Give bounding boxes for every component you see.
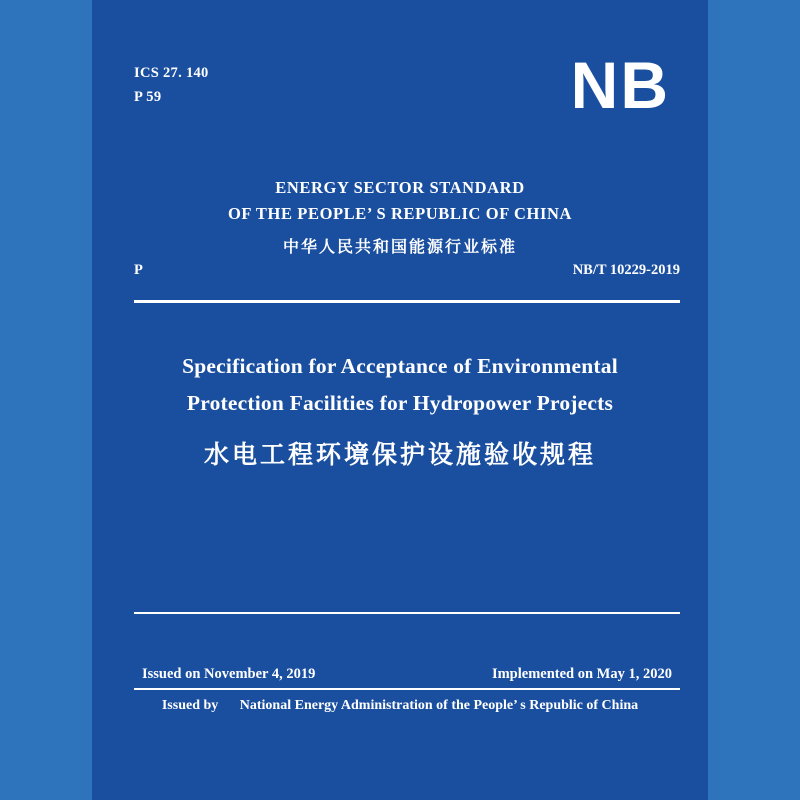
document-title-block: [112, 348, 688, 471]
issuing-organization: National Energy Administration of the People’ s Republic of China: [239, 698, 639, 713]
standard-title-cn: 中华人民共和国能源行业标准: [282, 239, 517, 257]
header-row: [134, 48, 688, 122]
designation-row: [134, 262, 680, 279]
document-title-en-line2: Protection Facilities for Hydropower Projects: [186, 390, 614, 415]
standard-title-block: [92, 175, 708, 257]
standard-title-en-line1: ENERGY SECTOR STANDARD: [275, 178, 525, 197]
cover-content: [92, 0, 708, 800]
right-side-band: [708, 0, 800, 800]
standard-number: NB/T 10229-2019: [572, 262, 680, 278]
classification-code: P 59: [134, 88, 162, 105]
document-title-en-line1: Specification for Acceptance of Environmental: [182, 354, 618, 378]
nb-logo: NB: [570, 48, 670, 122]
ics-code-block: [134, 62, 209, 110]
category-letter: P: [134, 262, 143, 278]
divider-bottom: [134, 612, 680, 614]
standard-title-en-line2: OF THE PEOPLE’ S REPUBLIC OF CHINA: [227, 203, 573, 223]
ics-code: ICS 27. 140: [134, 65, 209, 81]
implemented-date: Implemented on May 1, 2020: [491, 666, 672, 682]
divider-top: [134, 300, 680, 303]
issuer-row: [92, 698, 708, 714]
left-side-band: [0, 0, 92, 800]
issued-date: Issued on November 4, 2019: [142, 666, 316, 682]
divider-footer: [134, 688, 680, 690]
document-title-cn: 水电工程环境保护设施验收规程: [203, 442, 596, 470]
dates-row: [142, 666, 672, 683]
issued-by-label: Issued by: [161, 698, 219, 713]
